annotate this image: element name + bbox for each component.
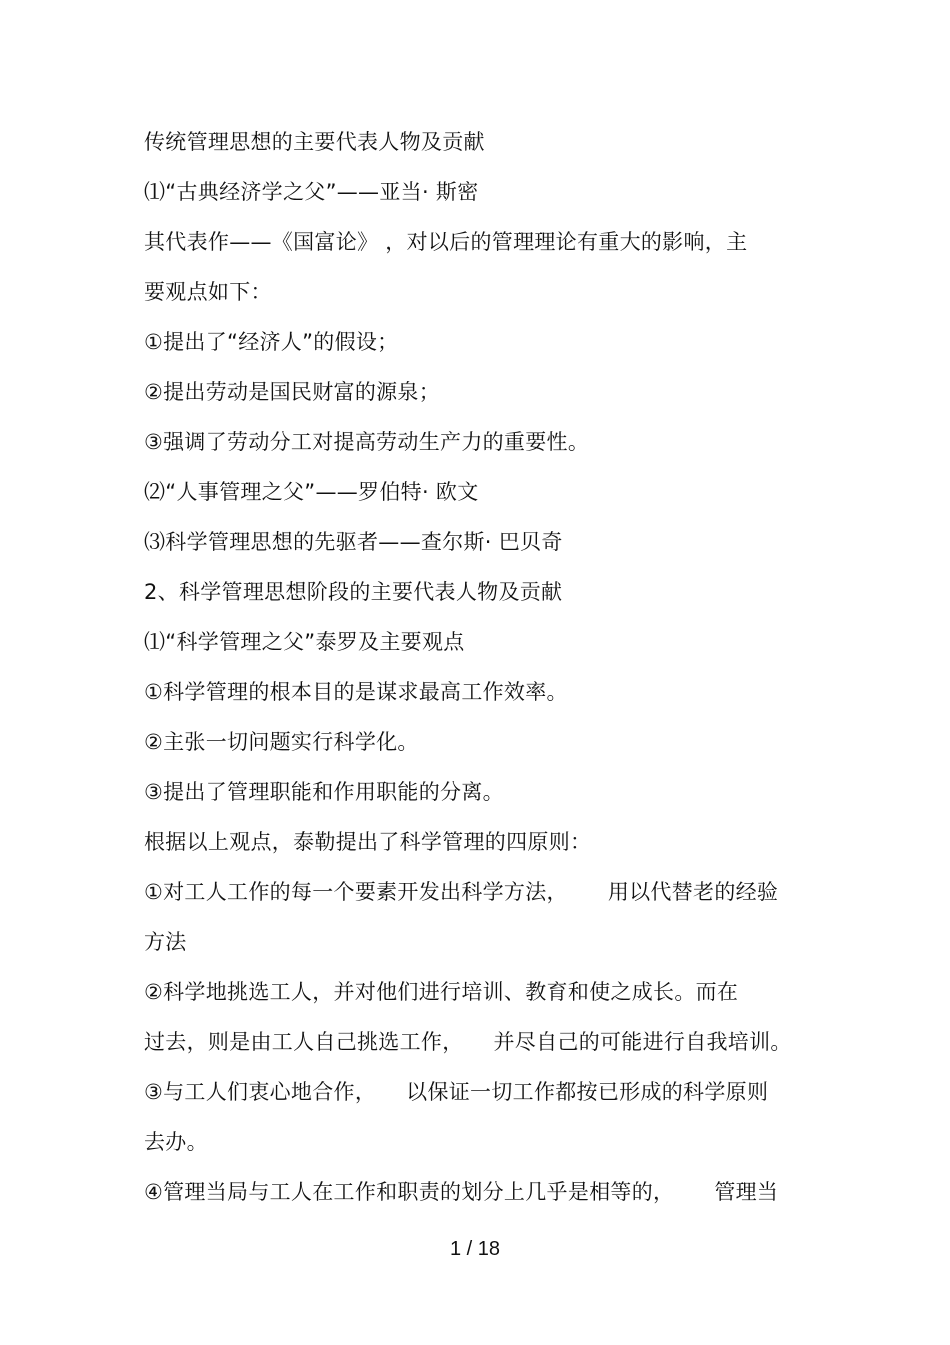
section-heading: 2、科学管理思想阶段的主要代表人物及贡献 <box>144 580 563 604</box>
text-line: ⑴“科学管理之父”泰罗及主要观点 <box>144 630 465 654</box>
text-line: ③强调了劳动分工对提高劳动生产力的重要性。 <box>144 430 590 454</box>
text-segment: 管理当 <box>714 1180 779 1204</box>
text-line: ②主张一切问题实行科学化。 <box>144 730 419 754</box>
text-line: ③提出了管理职能和作用职能的分离。 <box>144 780 504 804</box>
text-line: ⑵“人事管理之父”——罗伯特· 欧文 <box>144 480 479 504</box>
text-segment: 以保证一切工作都按已形成的科学原则 <box>406 1080 769 1104</box>
text-segment: ①对工人工作的每一个要素开发出科学方法， <box>144 880 568 904</box>
text-line: ①提出了“经济人”的假设； <box>144 330 399 354</box>
text-segment: 并尽自己的可能进行自我培训。 <box>493 1030 792 1054</box>
text-line: 方法 <box>144 930 187 954</box>
text-line: ②提出劳动是国民财富的源泉； <box>144 380 441 404</box>
page-number: 1 / 18 <box>449 1238 501 1260</box>
text-line <box>144 1022 814 1072</box>
document-body <box>144 122 814 1222</box>
text-segment: ③与工人们衷心地合作， <box>144 1080 377 1104</box>
text-line: ①科学管理的根本目的是谋求最高工作效率。 <box>144 680 568 704</box>
section-heading: 传统管理思想的主要代表人物及贡献 <box>144 130 485 154</box>
text-line: ②科学地挑选工人，并对他们进行培训、教育和使之成长。而在 <box>144 980 739 1004</box>
text-segment: 过去，则是由工人自己挑选工作， <box>144 1030 464 1054</box>
text-line <box>144 1172 814 1222</box>
text-line: 去办。 <box>144 1130 208 1154</box>
text-line: ⑶科学管理思想的先驱者——查尔斯· 巴贝奇 <box>144 530 563 554</box>
text-segment: ④管理当局与工人在工作和职责的划分上几乎是相等的， <box>144 1180 675 1204</box>
text-line: 根据以上观点，泰勒提出了科学管理的四原则： <box>144 830 592 854</box>
text-line <box>144 872 814 922</box>
text-line: ⑴“古典经济学之父”——亚当· 斯密 <box>144 180 479 204</box>
text-line <box>144 1072 814 1122</box>
text-segment: 用以代替老的经验 <box>607 880 779 904</box>
text-line: 要观点如下： <box>144 280 272 304</box>
text-line: 其代表作——《国富论》 ，对以后的管理理论有重大的影响，主 <box>144 230 748 254</box>
